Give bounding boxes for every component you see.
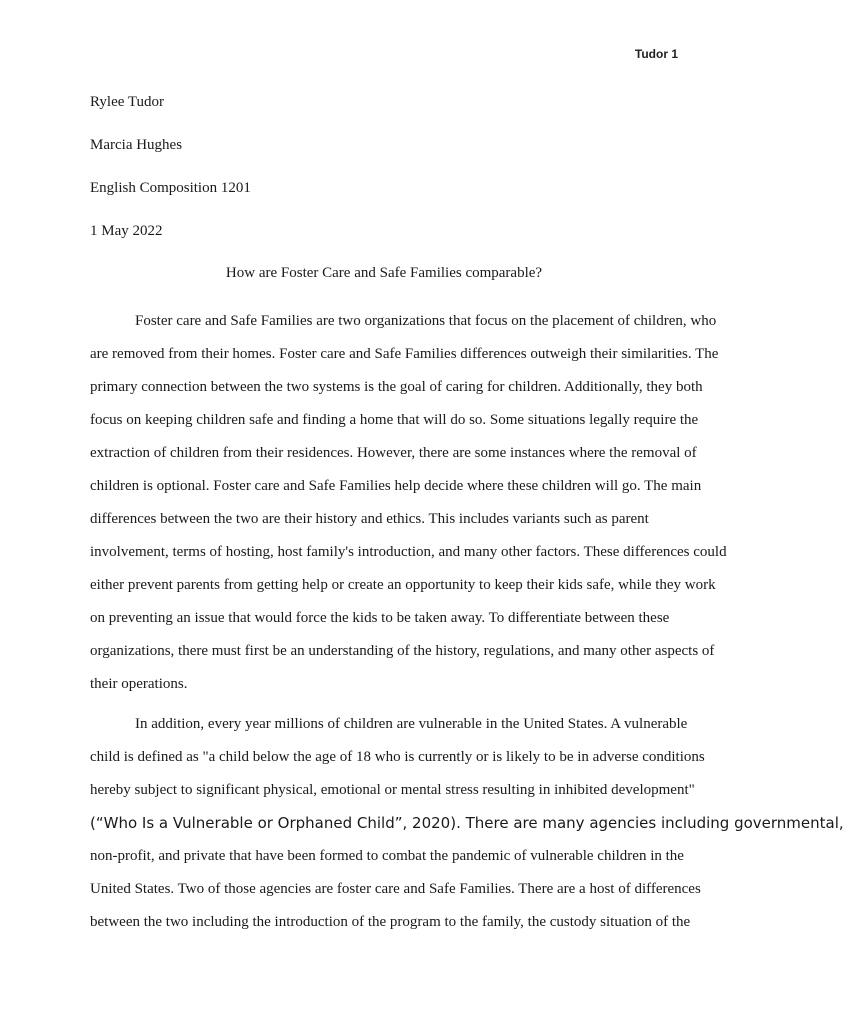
paragraph-line: primary connection between the two systems is the goal of caring for children. Additionally, they both bbox=[90, 379, 703, 395]
instructor-name: Marcia Hughes bbox=[90, 137, 183, 153]
paragraph-line: children is optional. Foster care and Safe Families help decide where these children will go. The main bbox=[90, 478, 702, 494]
paragraph-line: between the two including the introduction of the program to the family, the custody situation of the bbox=[90, 914, 691, 930]
paragraph-line: involvement, terms of hosting, host family's introduction, and many other factors. These differences could bbox=[90, 544, 727, 560]
student-name: Rylee Tudor bbox=[90, 94, 164, 110]
essay-date: 1 May 2022 bbox=[90, 223, 163, 239]
paragraph-line: organizations, there must first be an understanding of the history, regulations, and many other aspects of bbox=[90, 643, 715, 659]
citation-line: (“Who Is a Vulnerable or Orphaned Child”, 2020). There are many agencies including governmental, bbox=[90, 814, 844, 832]
paragraph-line: are removed from their homes. Foster care and Safe Families differences outweigh their similarities. The bbox=[90, 346, 719, 362]
paragraph-line: differences between the two are their history and ethics. This includes variants such as parent bbox=[90, 511, 649, 527]
paragraph-line: either prevent parents from getting help or create an opportunity to keep their kids safe, while they work bbox=[90, 577, 716, 593]
essay-title: How are Foster Care and Safe Families comparable? bbox=[225, 265, 543, 281]
paragraph-line: their operations. bbox=[90, 676, 188, 692]
paragraph-line: non-profit, and private that have been formed to combat the pandemic of vulnerable children in the bbox=[90, 848, 684, 864]
paragraph-line: child is defined as "a child below the age of 18 who is currently or is likely to be in adverse conditions bbox=[90, 749, 705, 765]
paragraph-line: Foster care and Safe Families are two organizations that focus on the placement of children, who bbox=[135, 313, 717, 329]
paragraph-line: extraction of children from their residences. However, there are some instances where the removal of bbox=[90, 445, 697, 461]
page-header-label: Tudor 1 bbox=[634, 47, 678, 61]
paragraph-line: hereby subject to significant physical, emotional or mental stress resulting in inhibited development" bbox=[90, 782, 695, 798]
paragraph-line: on preventing an issue that would force the kids to be taken away. To differentiate between these bbox=[90, 610, 670, 626]
paragraph-1 bbox=[90, 312, 727, 708]
paragraph-line: United States. Two of those agencies are foster care and Safe Families. There are a host of differences bbox=[90, 881, 701, 897]
course-name: English Composition 1201 bbox=[90, 180, 251, 196]
paragraph-line: focus on keeping children safe and finding a home that will do so. Some situations legally require the bbox=[90, 412, 699, 428]
paragraph-line: In addition, every year millions of children are vulnerable in the United States. A vulnerable bbox=[135, 716, 688, 732]
paragraph-2 bbox=[90, 715, 844, 946]
